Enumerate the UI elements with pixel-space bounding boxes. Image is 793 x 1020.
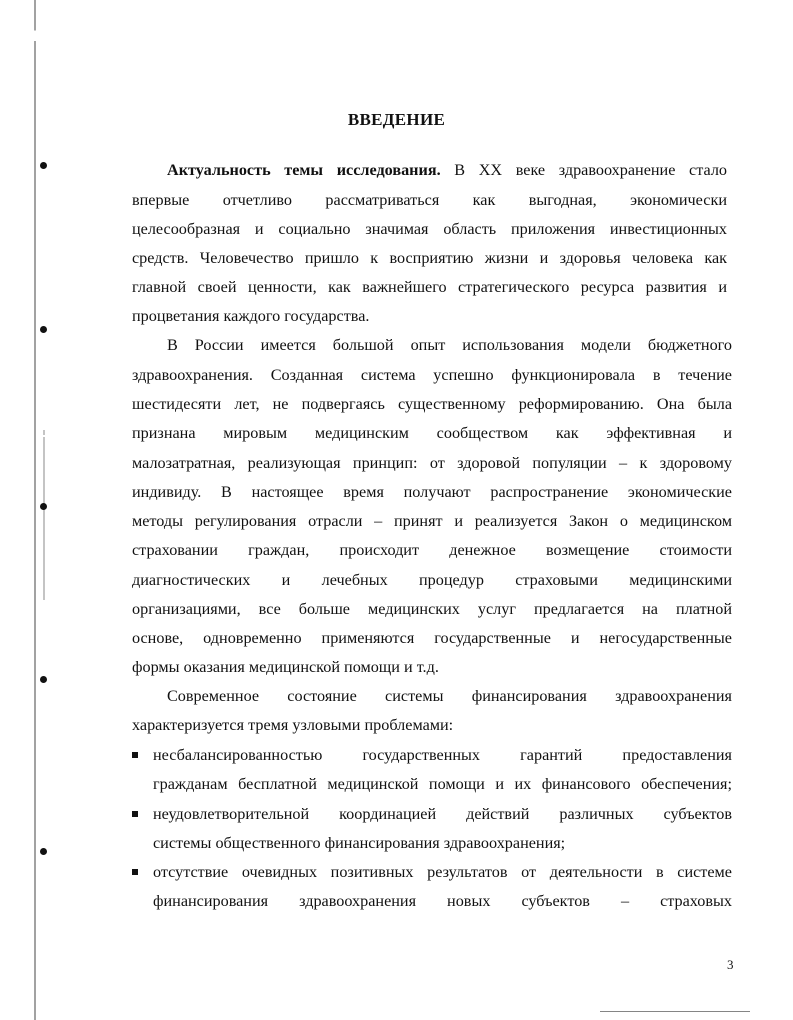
bullet-item-line: несбалансированностью государственных гарантий предоставления [153,746,732,764]
punch-hole-mark [40,848,47,855]
paragraph-line: характеризуется тремя узловыми проблемами: [132,716,454,734]
punch-hole-mark [40,162,47,169]
page-title: ВВЕДЕНИЕ [347,110,446,129]
bullet-item-line: неудовлетворительной координацией действий различных субъектов [153,805,732,823]
bullet-item-line: гражданам бесплатной медицинской помощи и их финансового обеспечения; [153,775,732,793]
paragraph-line: формы оказания медицинской помощи и т.д. [132,658,439,676]
punch-hole-mark [40,326,47,333]
bullet-marker [132,811,138,817]
bullet-item-line: системы общественного финансирования здравоохранения; [153,834,566,852]
paragraph-line: методы регулирования отрасли – принят и реализуется Закон о медицинском [132,512,732,530]
punch-hole-mark [40,676,47,683]
page-number: 3 [727,957,734,972]
binding-edge-line [43,430,45,600]
paragraph-line: малозатратная, реализующая принцип: от здоровой популяции – к здоровому [132,454,732,472]
paragraph-line: диагностических и лечебных процедур страховыми медицинскими [132,571,732,589]
paragraph-line: В России имеется большой опыт использования модели бюджетного [167,336,732,354]
binding-edge-line [34,0,36,1020]
paragraph-line: средств. Человечество пришло к восприятию жизни и здоровья человека как [132,249,727,267]
bullet-item-line: отсутствие очевидных позитивных результатов от деятельности в системе [153,863,732,881]
paragraph-line: основе, одновременно применяются государственные и негосударственные [132,629,732,647]
paragraph-line: индивиду. В настоящее время получают распространение экономические [132,483,732,501]
paragraph-line: организациями, все больше медицинских услуг предлагается на платной [132,600,732,618]
paragraph-line: признана мировым медицинским сообществом как эффективная и [132,424,732,442]
footer-rule [600,1011,750,1012]
paragraph-line: процветания каждого государства. [132,307,370,325]
paragraph-line: целесообразная и социально значимая область приложения инвестиционных [132,220,727,238]
paragraph-line: впервые отчетливо рассматриваться как выгодная, экономически [132,191,727,209]
bullet-item-line: финансирования здравоохранения новых субъектов – страховых [153,892,732,910]
punch-hole-mark [40,503,47,510]
bullet-marker [132,869,138,875]
paragraph-line: здравоохранения. Созданная система успешно функционировала в течение [132,366,732,384]
paragraph-line: главной своей ценности, как важнейшего стратегического ресурса развития и [132,278,727,296]
paragraph-line: Актуальность темы исследования. В XX веке здравоохранение стало [167,161,727,179]
paragraph-line: страховании граждан, происходит денежное возмещение стоимости [132,541,732,559]
bullet-marker [132,752,138,758]
section-heading-inline: Актуальность темы исследования. [167,161,441,179]
paragraph-line: шестидесяти лет, не подвергаясь существенному реформированию. Она была [132,395,732,413]
paragraph-line: Современное состояние системы финансирования здравоохранения [167,687,732,705]
